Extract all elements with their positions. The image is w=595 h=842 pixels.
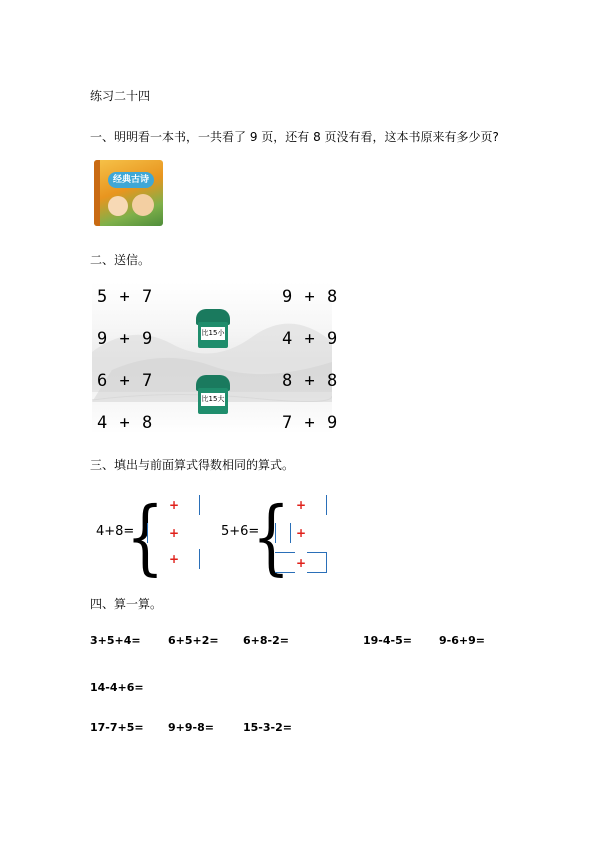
blank-box[interactable] [199,495,200,515]
right-equation: 4 + 9 [282,329,339,349]
blank-box[interactable] [307,572,327,573]
right-equation: 9 + 8 [282,287,339,307]
blank-box[interactable] [326,552,327,572]
blank-box[interactable] [275,552,295,553]
mailbox-label: 比15小 [201,327,225,340]
calc-item: 17-7+5= [90,721,144,734]
left-equation: 4 + 8 [97,413,154,433]
calc-item: 6+8-2= [243,634,289,647]
mailbox-icon [196,375,230,415]
question-2-heading: 二、送信。 [90,253,151,267]
mailbox-label: 比15大 [201,393,225,406]
left-equation: 6 + 7 [97,371,154,391]
book-cover-title: 经典古诗 [108,172,154,188]
left-equation: 5 + 7 [97,287,154,307]
blank-box[interactable] [290,523,291,543]
left-brace: { [126,490,165,585]
right-equation: 7 + 9 [282,413,339,433]
plus-sign: + [169,552,180,566]
plus-sign: + [169,498,180,512]
blank-box[interactable] [275,523,276,543]
child-figure-icon [132,194,154,216]
calc-item: 3+5+4= [90,634,141,647]
blank-box[interactable] [199,549,200,569]
left-label: 4+8= [96,524,135,539]
calc-item: 9-6+9= [439,634,485,647]
calc-item: 19-4-5= [363,634,412,647]
right-label: 5+6= [221,524,260,539]
blank-box[interactable] [307,552,327,553]
book-cover-image [94,160,163,226]
question-4-heading: 四、算一算。 [90,597,163,611]
question-3-heading: 三、填出与前面算式得数相同的算式。 [90,458,295,472]
blank-box[interactable] [147,523,148,543]
calc-item: 9+9-8= [168,721,214,734]
calc-item: 6+5+2= [168,634,219,647]
left-equation: 9 + 9 [97,329,154,349]
calc-item: 15-3-2= [243,721,292,734]
question-1-text: 一、明明看一本书，一共看了 9 页，还有 8 页没有看，这本书原来有多少页? [90,130,499,144]
child-figure-icon [108,196,128,216]
mailbox-icon [196,309,230,349]
plus-sign: + [296,526,307,540]
blank-box[interactable] [326,495,327,515]
plus-sign: + [169,526,180,540]
right-brace: { [252,490,291,585]
plus-sign: + [296,498,307,512]
blank-box[interactable] [275,572,295,573]
calc-item: 14-4+6= [90,681,144,694]
right-equation: 8 + 8 [282,371,339,391]
page-title: 练习二十四 [90,89,151,103]
plus-sign: + [296,556,307,570]
